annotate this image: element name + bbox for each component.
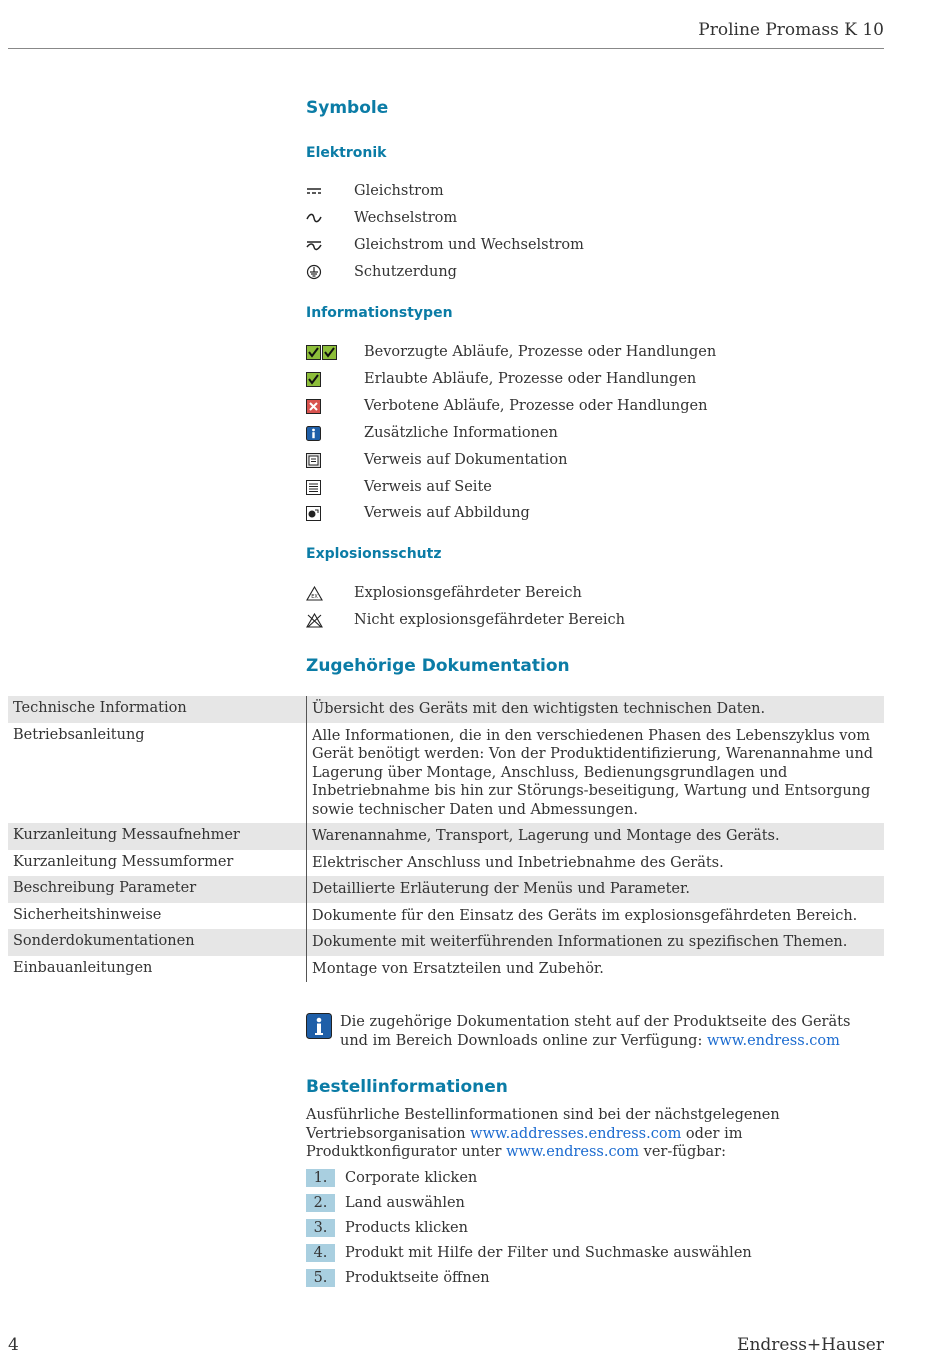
figure-reference-icon: [306, 506, 364, 521]
doc-description: Warenannahme, Transport, Lagerung und Montage des Geräts.: [306, 823, 884, 850]
symbol-label: Verweis auf Dokumentation: [364, 452, 568, 468]
electronics-heading: Elektronik: [306, 145, 387, 161]
ex-area-icon: [306, 586, 354, 601]
document-reference-icon: [306, 453, 364, 468]
symbol-label: Erlaubte Abläufe, Prozesse oder Handlungen: [364, 371, 697, 387]
addresses-link[interactable]: www.addresses.endress.com: [470, 1125, 682, 1142]
symbol-row: [306, 180, 444, 202]
list-item: [306, 1268, 490, 1287]
document-title: Proline Promass K 10: [698, 20, 884, 40]
brand-name: Endress+Hauser: [737, 1335, 884, 1355]
ordering-text-3: ver-fügbar:: [639, 1144, 726, 1160]
step-label: Products klicken: [345, 1219, 468, 1236]
symbols-heading: Symbole: [306, 98, 389, 118]
table-row: [8, 876, 884, 903]
info-icon: [306, 1013, 340, 1050]
step-label: Produkt mit Hilfe der Filter und Suchmaske auswählen: [345, 1244, 752, 1261]
doc-name: Kurzanleitung Messaufnehmer: [13, 827, 240, 843]
step-label: Corporate klicken: [345, 1169, 478, 1186]
symbol-row: [306, 261, 457, 283]
double-check-icon: [306, 345, 364, 360]
page-reference-icon: [306, 480, 364, 495]
protective-earth-icon: [306, 264, 354, 280]
header-divider: [8, 48, 884, 49]
symbol-row: [306, 476, 492, 498]
list-item: [306, 1193, 465, 1212]
symbol-label: Nicht explosionsgefährdeter Bereich: [354, 612, 626, 628]
step-number: 4.: [306, 1244, 335, 1262]
table-row: [8, 956, 884, 983]
list-item: [306, 1218, 468, 1237]
doc-description: Montage von Ersatzteilen und Zubehör.: [306, 956, 884, 983]
documentation-heading: Zugehörige Dokumentation: [306, 656, 570, 676]
doc-description: Dokumente mit weiterführenden Informationen zu spezifischen Themen.: [306, 929, 884, 956]
doc-name: Kurzanleitung Messumformer: [13, 853, 234, 870]
symbol-label: Verbotene Abläufe, Prozesse oder Handlungen: [364, 398, 708, 414]
doc-name: Technische Information: [13, 700, 187, 716]
info-types-heading: Informationstypen: [306, 305, 453, 321]
documentation-note: [306, 1013, 866, 1050]
step-label: Produktseite öffnen: [345, 1269, 490, 1286]
symbol-row: [306, 582, 582, 604]
symbol-row: [306, 234, 584, 256]
info-icon: [306, 426, 364, 441]
ordering-heading: Bestellinformationen: [306, 1077, 508, 1097]
doc-description: Elektrischer Anschluss und Inbetriebnahme des Geräts.: [306, 850, 884, 877]
symbol-row: [306, 609, 625, 631]
symbol-row: [306, 395, 707, 417]
ordering-text-2: oder im Produktkonfigurator unter: [306, 1125, 743, 1160]
symbol-label: Zusätzliche Informationen: [364, 425, 558, 441]
endress-link[interactable]: www.endress.com: [506, 1144, 640, 1160]
note-text-block: [340, 1013, 866, 1050]
symbol-row: [306, 502, 530, 524]
non-ex-area-icon: [306, 613, 354, 628]
svg-text:EX: EX: [311, 593, 318, 600]
ordering-paragraph: [306, 1106, 876, 1162]
table-row: [8, 723, 884, 824]
table-row: [8, 823, 884, 850]
symbol-row: [306, 207, 457, 229]
page-number: 4: [8, 1335, 19, 1355]
symbol-label: Wechselstrom: [354, 210, 458, 226]
ordering-text-1: Ausführliche Bestellinformationen sind bei der nächstgelegenen Vertriebsorganisation: [306, 1107, 780, 1142]
doc-description: Übersicht des Geräts mit den wichtigsten technischen Daten.: [306, 696, 884, 723]
doc-name: Sicherheitshinweise: [13, 906, 162, 923]
doc-description: Detaillierte Erläuterung der Menüs und Parameter.: [306, 876, 884, 903]
symbol-label: Gleichstrom und Wechselstrom: [354, 237, 584, 253]
symbol-row: [306, 341, 716, 363]
symbol-row: [306, 422, 558, 444]
documentation-table: [8, 696, 884, 982]
step-number: 2.: [306, 1194, 335, 1212]
note-text: Die zugehörige Dokumentation steht auf der Produktseite des Geräts und im Bereich Downloads online zur Verfügung:: [340, 1014, 851, 1049]
symbol-row: [306, 449, 567, 471]
doc-name: Sonderdokumentationen: [13, 933, 195, 949]
table-row: [8, 929, 884, 956]
step-number: 1.: [306, 1169, 335, 1187]
check-icon: [306, 372, 364, 387]
endress-link[interactable]: www.endress.com: [706, 1032, 840, 1049]
table-row: [8, 696, 884, 723]
symbol-label: Explosionsgefährdeter Bereich: [354, 585, 582, 601]
doc-name: Betriebsanleitung: [13, 726, 145, 743]
list-item: [306, 1243, 752, 1262]
step-number: 5.: [306, 1269, 335, 1287]
table-row: [8, 850, 884, 877]
doc-description: Alle Informationen, die in den verschiedenen Phasen des Lebenszyklus vom Gerät benötigt werden: Von der Produktidentifizierung, Warenannahme und Lagerung über Montage, Anschluss, Bedienungsgrundlagen und Inbetriebnahme bis hin zur Störungs-beseitigung, Wartung und Entsorgung sowie technischer Daten und Abmessungen.: [306, 723, 884, 824]
doc-name: Beschreibung Parameter: [13, 880, 197, 896]
table-row: [8, 903, 884, 930]
dc-icon: [306, 186, 354, 196]
symbol-row: [306, 368, 696, 390]
symbol-label: Verweis auf Abbildung: [364, 505, 530, 521]
step-number: 3.: [306, 1219, 335, 1237]
forbidden-icon: [306, 399, 364, 414]
symbol-label: Gleichstrom: [354, 183, 444, 199]
doc-name: Einbauanleitungen: [13, 959, 153, 976]
step-label: Land auswählen: [345, 1194, 465, 1211]
explosion-heading: Explosionsschutz: [306, 546, 442, 562]
ac-icon: [306, 213, 354, 223]
doc-description: Dokumente für den Einsatz des Geräts im explosionsgefährdeten Bereich.: [306, 903, 884, 930]
symbol-label: Schutzerdung: [354, 264, 457, 280]
symbol-label: Bevorzugte Abläufe, Prozesse oder Handlungen: [364, 344, 717, 360]
ac-dc-icon: [306, 239, 354, 251]
list-item: [306, 1168, 477, 1187]
symbol-label: Verweis auf Seite: [364, 479, 492, 495]
